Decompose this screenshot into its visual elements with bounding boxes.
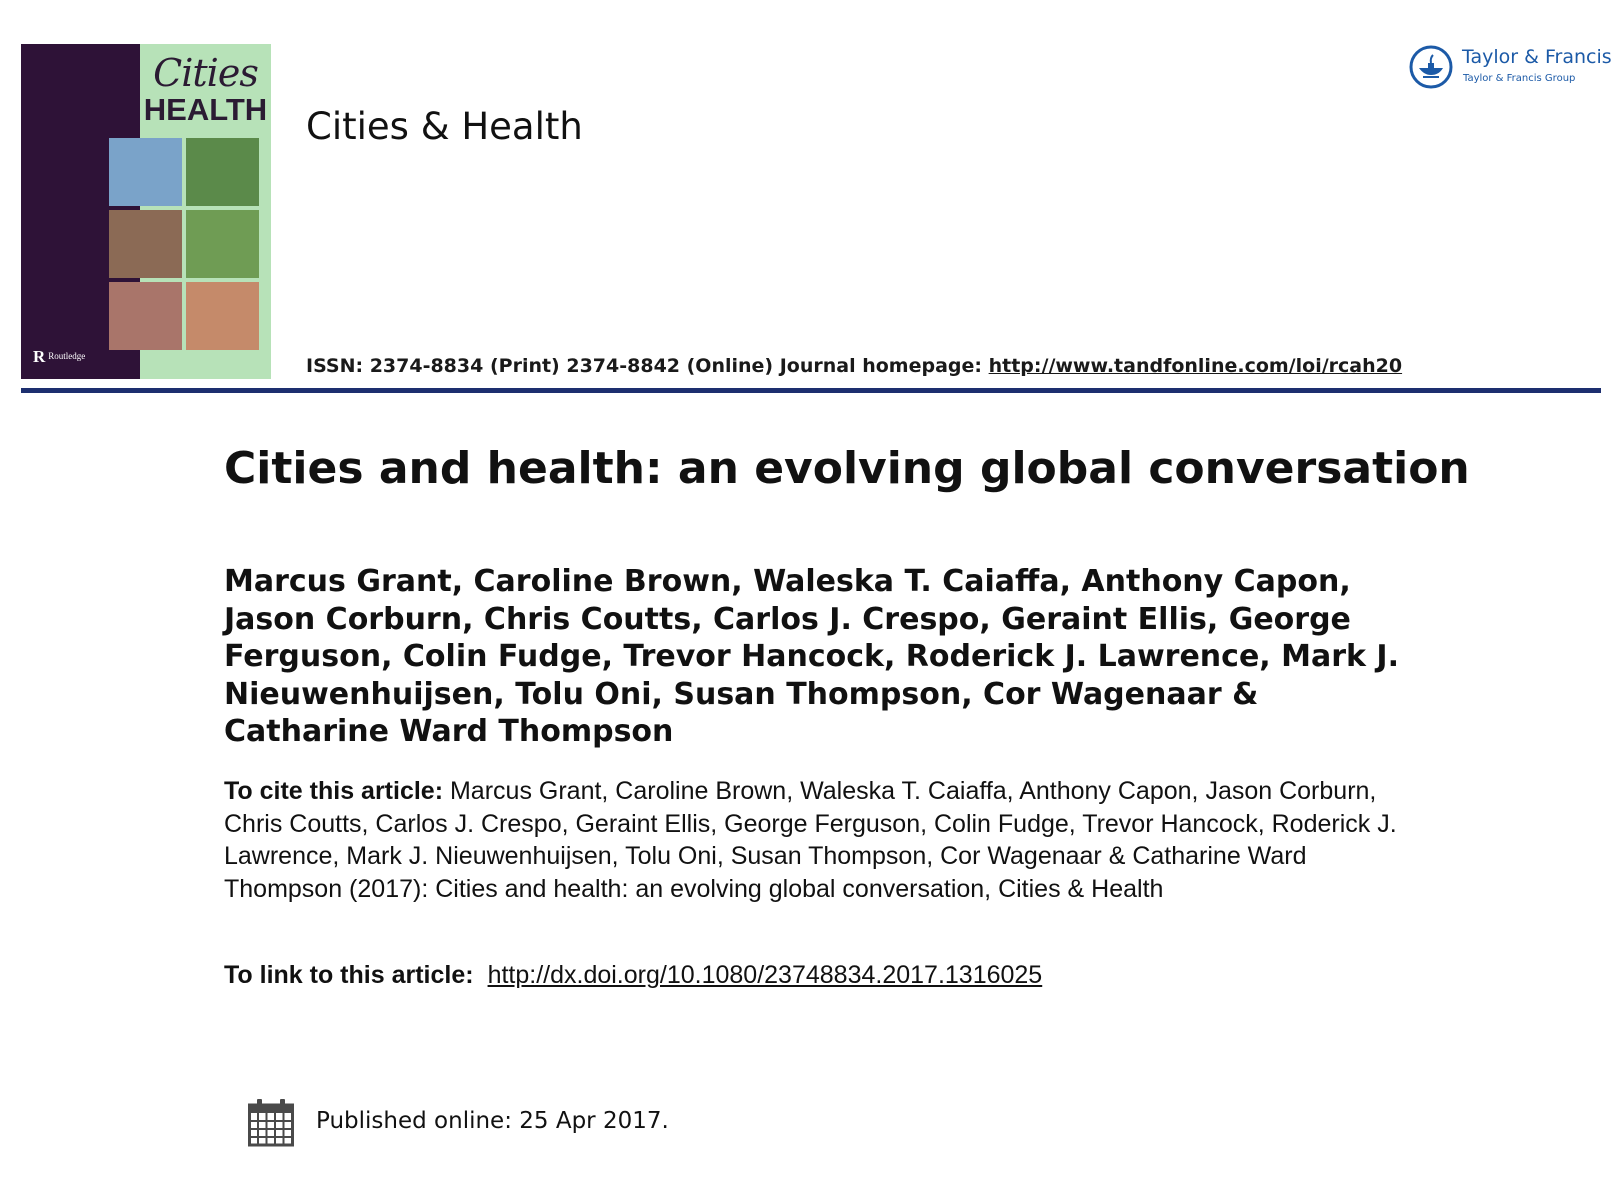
article-title: Cities and health: an evolving global conversation: [224, 443, 1470, 494]
routledge-logo: R Routledge: [33, 347, 86, 366]
author-list: Marcus Grant, Caroline Brown, Waleska T. Caiaffa, Anthony Capon, Jason Corburn, Chris Coutts, Carlos J. Crespo, Geraint Ellis, George Ferguson, Colin Fudge, Trevor Hancock, Roderick J. Lawrence, Mark J. Nieuwenhuijsen, Tolu Oni, Susan Thompson, Cor Wagenaar & Catharine Ward Thompson: [224, 564, 1399, 749]
publisher-logo: [1408, 44, 1612, 92]
doi-link-line: [224, 961, 1042, 990]
calendar-icon: [248, 1098, 294, 1147]
publisher-name: Taylor & Francis: [1462, 46, 1612, 68]
cover-photo: [109, 138, 182, 206]
cite-label: To cite this article:: [224, 777, 444, 805]
journal-cover-image: [21, 44, 271, 379]
cover-photo: [109, 210, 182, 278]
header-divider: [21, 388, 1601, 393]
citation-block: [224, 775, 1404, 905]
issn-text: ISSN: 2374-8834 (Print) 2374-8842 (Online) Journal homepage:: [306, 355, 989, 377]
journal-name: Cities & Health: [306, 105, 583, 148]
lamp-icon: [1408, 44, 1454, 90]
publisher-group: Taylor & Francis Group: [1463, 73, 1576, 84]
routledge-r-icon: R: [33, 347, 46, 366]
published-date: Published online: 25 Apr 2017.: [316, 1108, 669, 1134]
cover-title: Cities: [153, 51, 258, 95]
cover-photo: [109, 282, 182, 350]
issn-line: [306, 355, 1402, 377]
link-label: To link to this article:: [224, 961, 474, 989]
journal-homepage-link[interactable]: http://www.tandfonline.com/loi/rcah20: [988, 355, 1403, 377]
doi-link[interactable]: http://dx.doi.org/10.1080/23748834.2017.1316025: [487, 961, 1043, 989]
cover-photo: [186, 282, 259, 350]
cover-title-health: HEALTH: [143, 92, 268, 127]
cover-photo: [186, 138, 259, 206]
cover-photo: [186, 210, 259, 278]
cite-text: Marcus Grant, Caroline Brown, Waleska T. Caiaffa, Anthony Capon, Jason Corburn, Chris Coutts, Carlos J. Crespo, Geraint Ellis, George Ferguson, Colin Fudge, Trevor Hancock, Roderick J. Lawrence, Mark J. Nieuwenhuijsen, Tolu Oni, Susan Thompson, Cor Wagenaar & Catharine Ward Thompson (2017): Cities and health: an evolving global conversation, Cities & Health: [224, 777, 1397, 903]
